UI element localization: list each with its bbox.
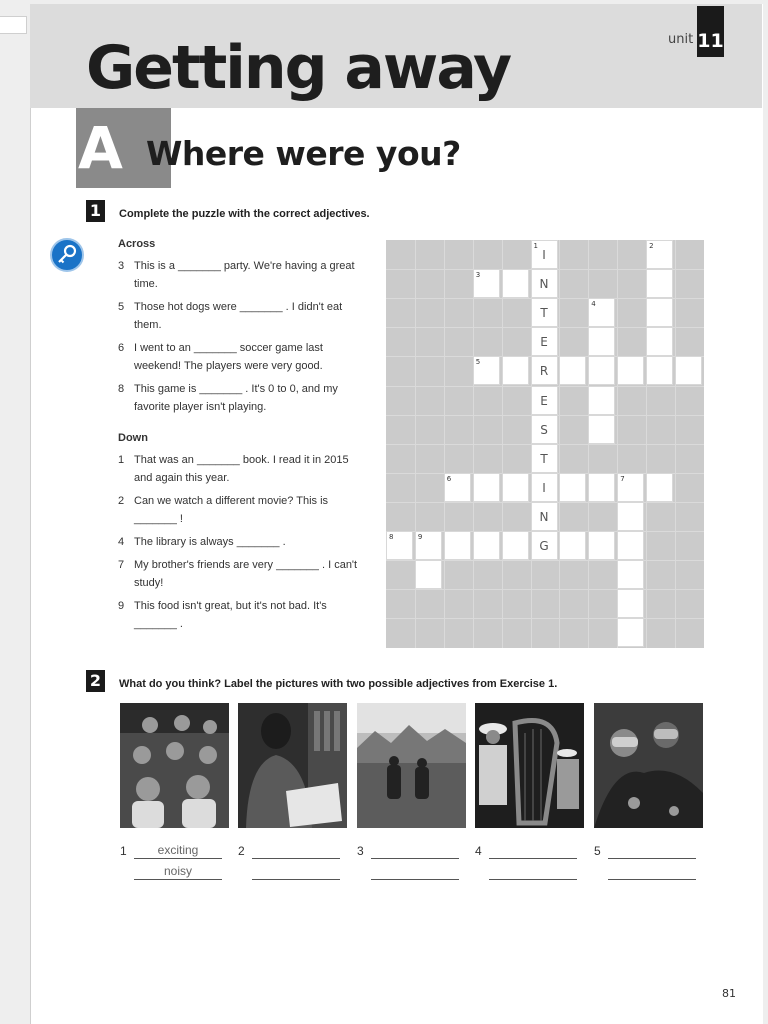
cell-letter: S (540, 422, 548, 437)
clue-down-9: 9 This food isn't great, but it's not bad. It's _______ . (118, 600, 327, 630)
clue-down-1: 1 That was an _______ book. I read it in 2015 and again this year. (118, 454, 349, 484)
crossword-cell[interactable] (617, 618, 644, 647)
crossword-cell[interactable] (531, 356, 558, 385)
crossword-cell[interactable] (646, 240, 673, 269)
crossword-cell[interactable] (502, 356, 529, 385)
clue-number: 4 (591, 300, 596, 309)
crossword-cell[interactable] (617, 531, 644, 560)
exercise-2-number: 2 (86, 670, 105, 692)
cell-letter: E (540, 335, 548, 350)
photo-man-reading (238, 703, 347, 828)
crossword-cell[interactable] (588, 356, 615, 385)
grid-line (386, 589, 704, 590)
photo-excited-audience (120, 703, 229, 828)
picture-label-number: 3 (357, 844, 364, 858)
picture-label-number: 2 (238, 844, 245, 858)
crossword-cell[interactable] (531, 240, 558, 269)
exercise-2-instruction: What do you think? Label the pictures with two possible adjectives from Exercise 1. (119, 678, 558, 690)
crossword-cell[interactable] (531, 531, 558, 560)
photo-scuba-divers (594, 703, 703, 828)
key-icon[interactable] (50, 238, 84, 272)
down-heading: Down (118, 432, 148, 444)
answer-blank[interactable] (252, 864, 340, 880)
answer-blank[interactable]: exciting (134, 843, 222, 859)
crossword-cell[interactable] (531, 415, 558, 444)
answer-blank[interactable] (608, 843, 696, 859)
crossword-cell[interactable] (415, 560, 442, 589)
answer-blank[interactable] (371, 843, 459, 859)
crossword-cell[interactable] (617, 356, 644, 385)
crossword-cell[interactable] (588, 327, 615, 356)
cell-letter: E (540, 393, 548, 408)
clue-across-8: 8 This game is _______ . It's 0 to 0, and my favorite player isn't playing. (118, 383, 338, 413)
answer-blank[interactable] (608, 864, 696, 880)
crossword-cell[interactable] (646, 327, 673, 356)
crossword-cell[interactable] (588, 386, 615, 415)
clue-down-2: 2 Can we watch a different movie? This is _______ ! (118, 495, 329, 525)
crossword-cell[interactable] (473, 473, 500, 502)
clue-number: 6 (446, 474, 452, 483)
picture-label-number: 4 (475, 844, 482, 858)
answer-blank[interactable] (489, 864, 577, 880)
clue-down-4: 4 The library is always _______ . (118, 536, 286, 548)
unit-label: unit (668, 32, 694, 47)
exercise-1-instruction: Complete the puzzle with the correct adjectives. (119, 208, 370, 220)
unit-number-badge: 11 (697, 6, 724, 57)
clue-across-5: 5 Those hot dogs were _______ . I didn't eat them. (118, 301, 343, 331)
crossword-cell[interactable] (531, 502, 558, 531)
crossword-cell[interactable] (386, 531, 413, 560)
cell-letter: N (539, 509, 549, 524)
crossword-cell[interactable] (531, 269, 558, 298)
crossword-cell[interactable] (617, 473, 644, 502)
clue-across-3: 3 This is a _______ party. We're having a great time. (118, 260, 355, 290)
clue-number: 9 (417, 533, 423, 541)
crossword-cell[interactable] (531, 327, 558, 356)
answer-blank[interactable]: noisy (134, 864, 222, 880)
crossword-cell[interactable] (531, 386, 558, 415)
crossword-cell[interactable] (588, 531, 615, 560)
crossword-cell[interactable] (617, 560, 644, 589)
crossword-cell[interactable] (444, 473, 471, 502)
clue-number: 8 (389, 533, 394, 541)
clue-number: 1 (533, 242, 538, 250)
section-letter: A (78, 114, 123, 182)
clue-down-7: 7 My brother's friends are very _______ . I can't study! (118, 559, 358, 589)
photo-hikers-mountains (357, 703, 466, 828)
crossword-cell[interactable] (444, 531, 471, 560)
photo-harp-musicians (475, 703, 584, 828)
exercise-1-number: 1 (86, 200, 105, 222)
cell-letter: N (539, 277, 549, 292)
crossword-cell[interactable] (531, 473, 558, 502)
crossword-cell[interactable] (559, 531, 586, 560)
crossword-cell[interactable] (531, 298, 558, 327)
cell-letter: R (539, 364, 549, 379)
crossword-cell[interactable] (415, 531, 442, 560)
picture-label-number: 5 (594, 844, 601, 858)
clue-number: 7 (620, 474, 625, 483)
grid-line (386, 618, 704, 619)
crossword-cell[interactable] (646, 298, 673, 327)
crossword-cell[interactable] (617, 589, 644, 618)
cell-letter: I (542, 480, 546, 495)
crossword-cell[interactable] (559, 356, 586, 385)
page-title: Getting away (86, 33, 511, 103)
crossword-cell[interactable] (473, 531, 500, 560)
clue-number: 3 (475, 271, 481, 280)
crossword-cell[interactable] (588, 473, 615, 502)
crossword-cell[interactable] (531, 444, 558, 473)
side-tab (0, 16, 27, 34)
crossword-grid (386, 240, 704, 648)
crossword-cell[interactable] (617, 502, 644, 531)
clue-across-6: 6 I went to an _______ soccer game last weekend! The players were very good. (118, 342, 323, 372)
crossword-cell[interactable] (588, 298, 615, 327)
answer-blank[interactable] (252, 843, 340, 859)
answer-blank[interactable] (489, 843, 577, 859)
cell-letter: T (540, 306, 548, 321)
across-heading: Across (118, 238, 156, 250)
crossword-cell[interactable] (473, 356, 500, 385)
answer-blank[interactable] (371, 864, 459, 880)
crossword-cell[interactable] (646, 473, 673, 502)
cell-letter: G (539, 539, 549, 553)
clue-number: 2 (649, 242, 654, 250)
cell-letter: T (540, 451, 548, 466)
crossword-cell[interactable] (646, 269, 673, 298)
page-number: 81 (722, 987, 736, 1000)
crossword-cell[interactable] (473, 269, 500, 298)
picture-label-number: 1 (120, 844, 127, 858)
crossword-cell[interactable] (502, 473, 529, 502)
crossword-cell[interactable] (502, 531, 529, 560)
crossword-cell[interactable] (675, 356, 702, 385)
crossword-cell[interactable] (502, 269, 529, 298)
crossword-cell[interactable] (646, 356, 673, 385)
clue-list (118, 238, 363, 638)
crossword-cell[interactable] (588, 415, 615, 444)
clue-number: 5 (475, 358, 481, 367)
section-title: Where were you? (146, 134, 461, 173)
cell-letter: I (542, 248, 546, 262)
crossword-cell[interactable] (559, 473, 586, 502)
